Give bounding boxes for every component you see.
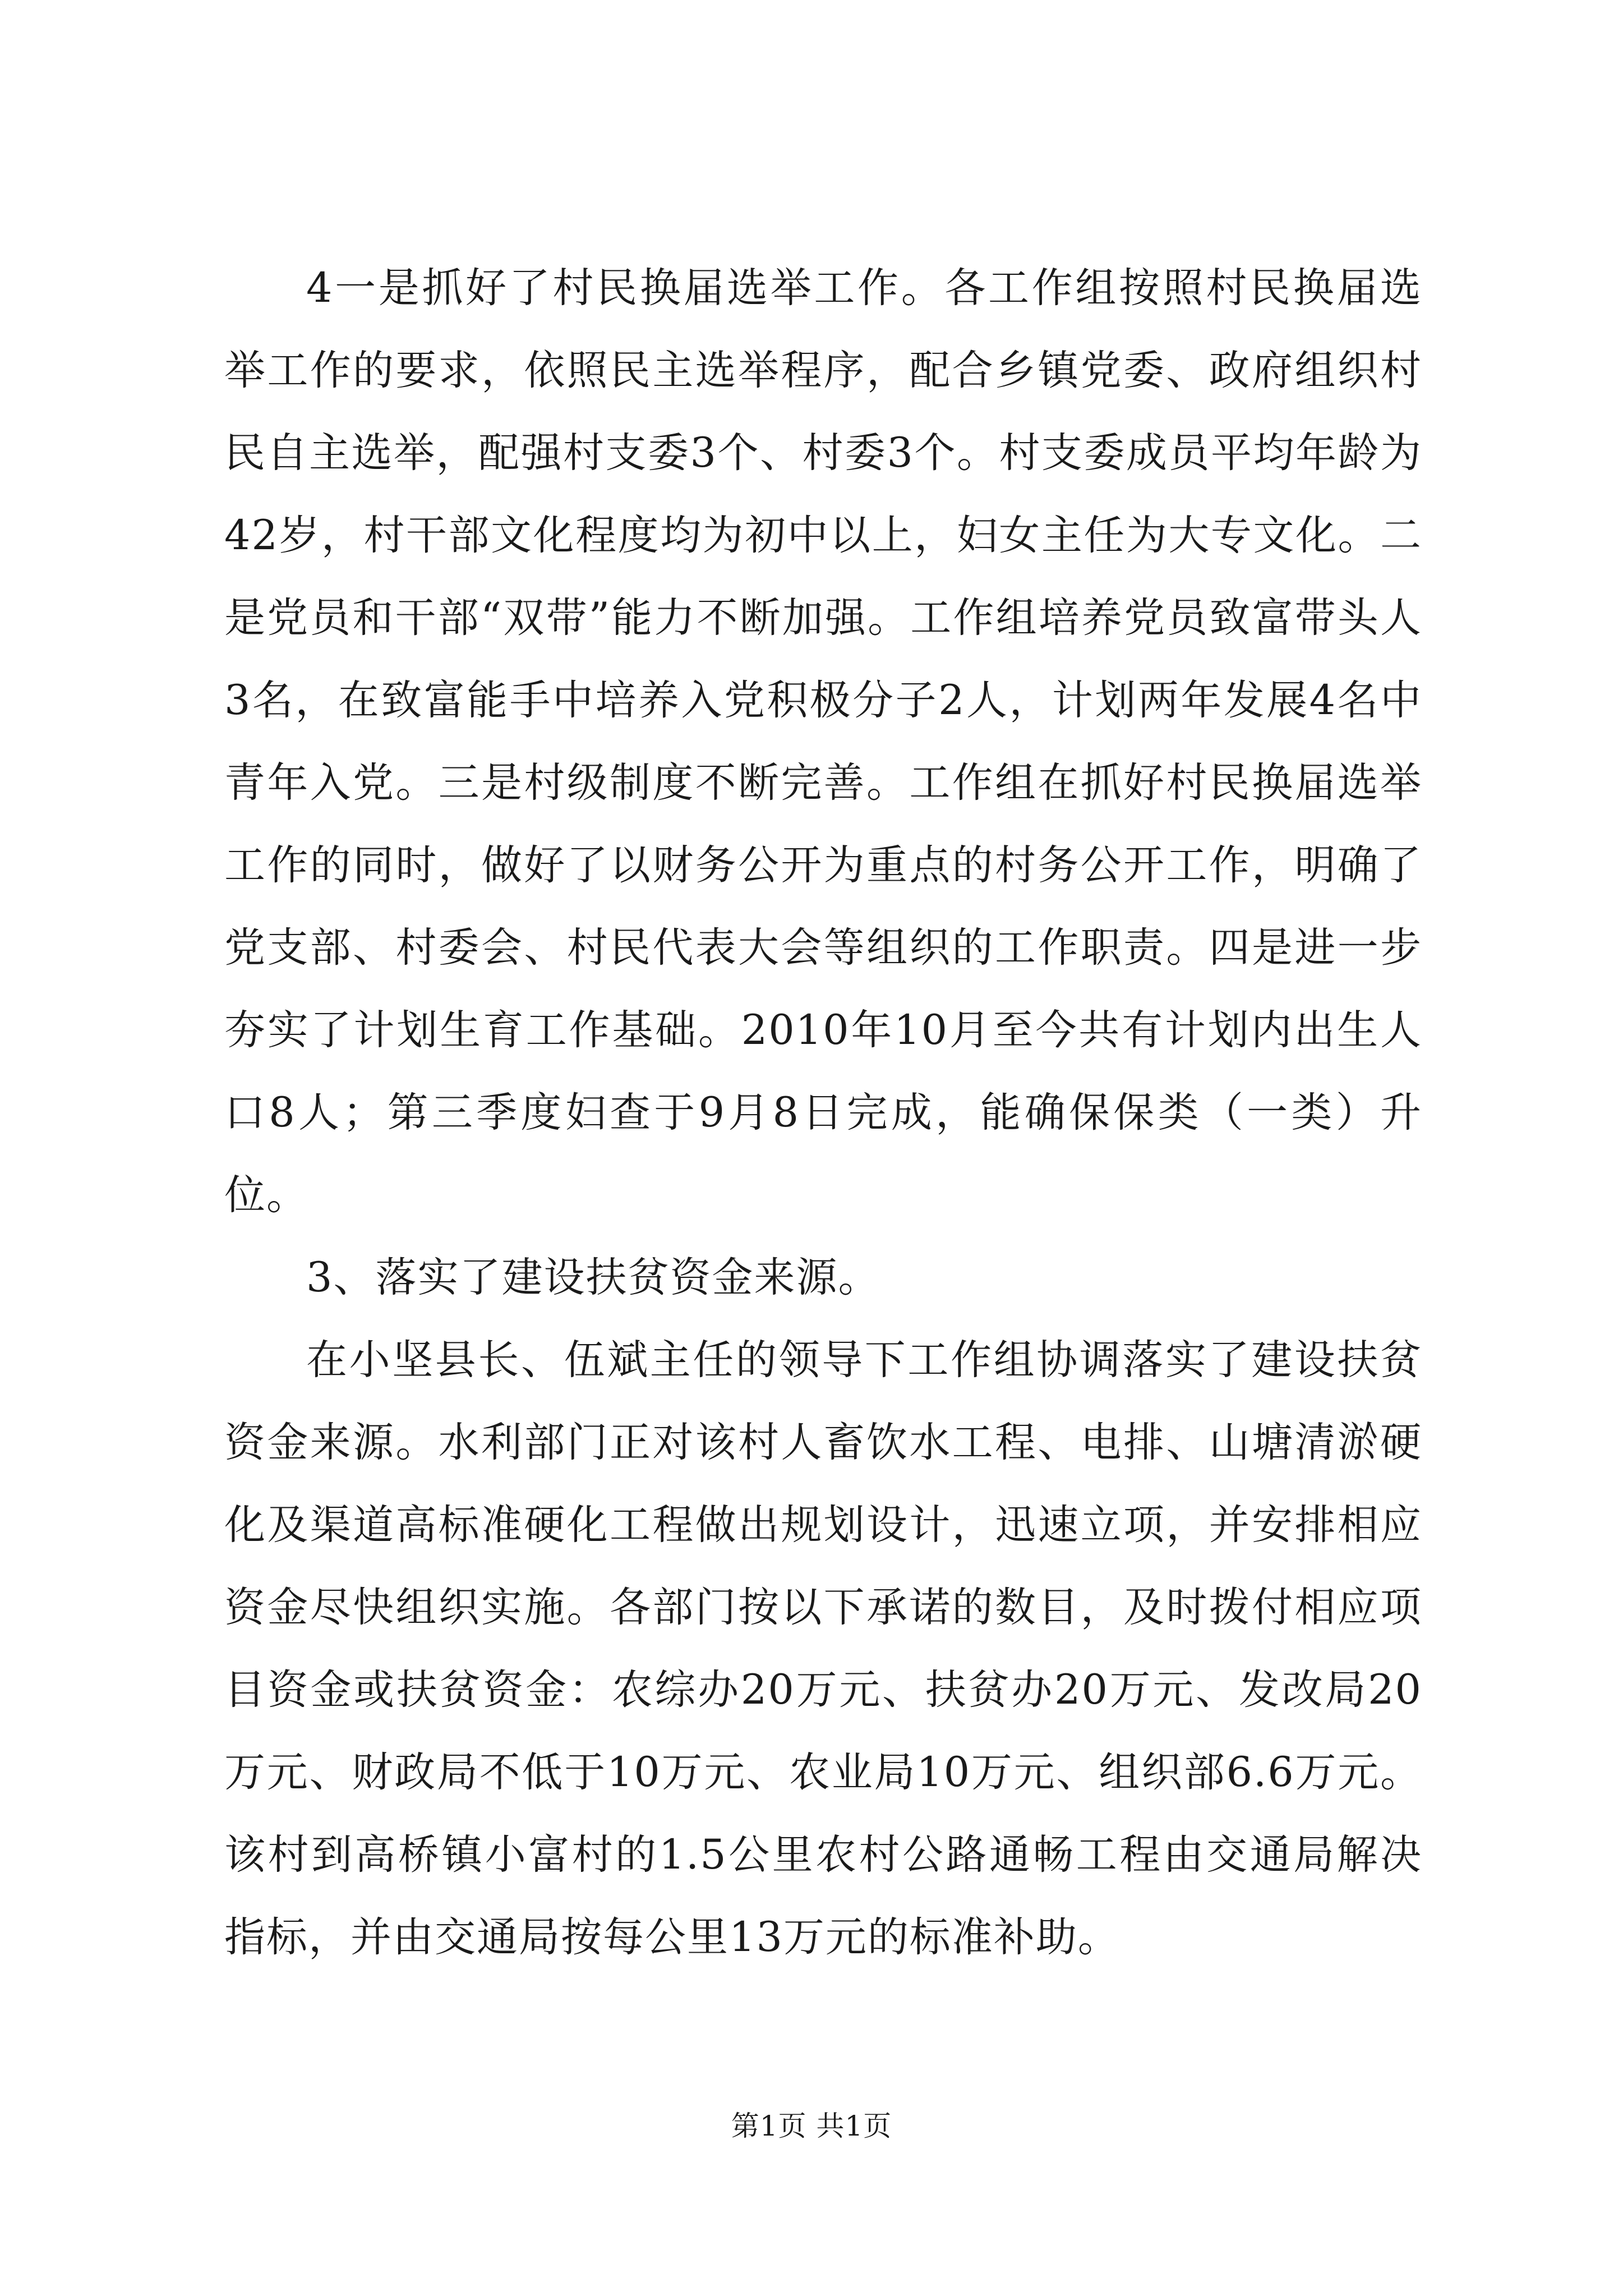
document-body <box>224 247 1422 1978</box>
paragraph-funding-sources: 在小坚县长、伍斌主任的领导下工作组协调落实了建设扶贫资金来源。水利部门正对该村人畜饮水工程、电排、山塘清淤硬化及渠道高标准硬化工程做出规划设计，迅速立项，并安排相应资金尽快组织实施。各部门按以下承诺的数目，及时拨付相应项目资金或扶贫资金：农综办20万元、扶贫办20万元、发改局20万元、财政局不低于10万元、农业局10万元、组织部6.6万元。该村到高桥镇小富村的1.5公里农村公路通畅工程由交通局解决指标，并由交通局按每公里13万元的标准补助。 <box>224 1336 1422 1961</box>
paragraph-village-election: 4一是抓好了村民换届选举工作。各工作组按照村民换届选举工作的要求，依照民主选举程序，配合乡镇党委、政府组织村民自主选举，配强村支委3个、村委3个。村支委成员平均年龄为42岁，村干部文化程度均为初中以上，妇女主任为大专文化。二是党员和干部“双带”能力不断加强。工作组培养党员致富带头人3名，在致富能手中培养入党积极分子2人，计划两年发展4名中青年入党。三是村级制度不断完善。工作组在抓好村民换届选举工作的同时，做好了以财务公开为重点的村务公开工作，明确了党支部、村委会、村民代表大会等组织的工作职责。四是进一步夯实了计划生育工作基础。2010年10月至今共有计划内出生人口8人；第三季度妇查于9月8日完成，能确保保类（一类）升位。 <box>224 264 1422 1219</box>
page-footer: 第1页 共1页 <box>731 2110 892 2142</box>
section-heading-funding: 3、落实了建设扶贫资金来源。 <box>306 1254 880 1301</box>
